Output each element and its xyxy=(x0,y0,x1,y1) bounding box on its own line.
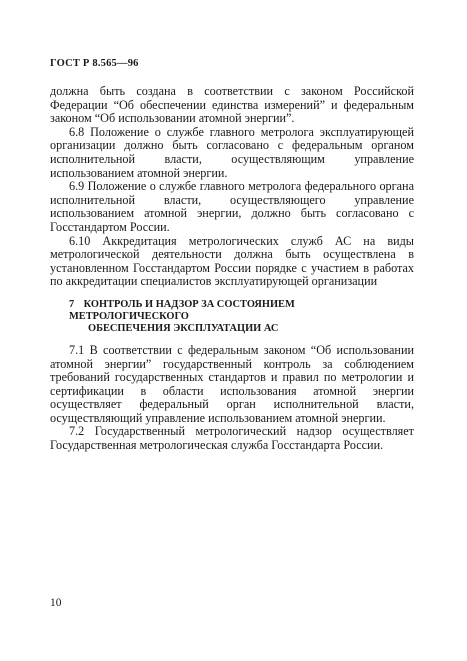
paragraph-6-8: 6.8 Положение о службе главного метролога эксплуатирующей организации должно быть согласовано с федеральным органом исполнительной власти, осуществляющим управление использованием атомной энергии. xyxy=(50,124,414,180)
paragraph-7-2: 7.2 Государственный метрологический надзор осуществляет Государственная метрологическая служба Госстандарта России. xyxy=(50,424,414,453)
section-7-heading xyxy=(50,299,414,335)
body-text xyxy=(50,85,414,453)
section-7-title-line2: ОБЕСПЕЧЕНИЯ ЭКСПЛУАТАЦИИ АС xyxy=(88,322,279,334)
paragraph-7-1: 7.1 В соответствии с федеральным законом “Об использовании атомной энергии” государственный контроль за соблюдением требований государственных стандартов и правил по метрологии и сертификации в области использования атомной энергии осуществляет федеральный орган исполнительной власти, осуществляющий управление использованием атомной энергии. xyxy=(50,342,414,425)
page-number: 10 xyxy=(50,597,62,609)
section-7-number: 7 xyxy=(69,298,75,310)
paragraph-6-9: 6.9 Положение о службе главного метролога федерального органа исполнительной власти, осуществляющего управление использованием атомной энергии, должно быть согласовано с Госстандартом России. xyxy=(50,179,414,234)
paragraph-continuation: должна быть создана в соответствии с законом Российской Федерации “Об обеспечении единства измерений” и федеральным законом “Об использовании атомной энергии”. xyxy=(50,84,414,126)
standard-header: ГОСТ Р 8.565—96 xyxy=(50,58,139,69)
section-7-title-line1: КОНТРОЛЬ И НАДЗОР ЗА СОСТОЯНИЕМ МЕТРОЛОГИЧЕСКОГО xyxy=(69,298,295,322)
paragraph-6-10: 6.10 Аккредитация метрологических служб АС на виды метрологической деятельности должна быть осуществлена в установленном Госстандартом России порядке с участием в работах по аккредитации специалистов эксплуатирующей организации xyxy=(50,233,414,289)
